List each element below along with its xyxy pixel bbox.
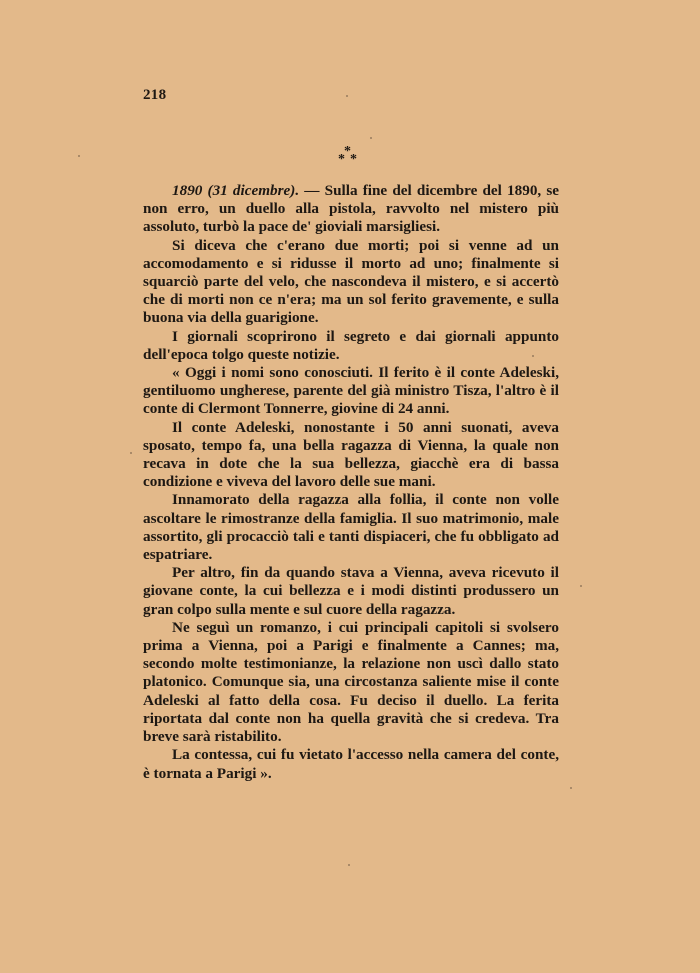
paper-speck	[78, 155, 80, 157]
asterism-star: *	[338, 152, 345, 167]
paragraph: I giornali scoprirono il segreto e dai giornali appunto dell'epoca tolgo queste notizie.	[143, 327, 559, 363]
paragraph-text: — Sulla fine del dicembre del 1890, se non erro, un duello alla pistola, ravvolto nel mistero più assoluto, turbò la pace de' gioviali marsigliesi.	[143, 182, 560, 236]
paper-speck	[580, 585, 582, 587]
paragraph: La contessa, cui fu vietato l'accesso nella camera del conte, è tornata a Parigi ».	[143, 746, 559, 782]
paper-speck	[346, 95, 348, 97]
paragraph: Ne seguì un romanzo, i cui principali capitoli si svolsero prima a Vienna, poi a Parigi e finalmente a Cannes; ma, secondo molte testimonianze, la relazione non uscì dallo stato platonico. Comunque sia, una circostanza saliente mise il conte Adeleski al fatto della cosa. Fu deciso il duello. La ferita riportata dal conte non ha quella gravità che si credeva. Tra breve sarà ristabilito.	[143, 618, 559, 746]
paragraph: Si diceva che c'erano due morti; poi si venne ad un accomodamento e si ridusse il morto ad uno; finalmente si squarciò parte del velo, che nascondeva il mistero, e si accertò che di morti non ce n'era; ma un sol ferito gravemente, e sulla buona via della guarigione.	[143, 236, 559, 327]
paragraph: Il conte Adeleski, nonostante i 50 anni suonati, aveva sposato, tempo fa, una bella ragazza di Vienna, la quale non recava in dote che la sua bellezza, giacchè era di bassa condizione e viveva del lavoro delle sue mani.	[143, 418, 559, 491]
paragraph	[143, 182, 559, 237]
section-asterism	[335, 145, 365, 169]
asterism-star: *	[344, 144, 351, 159]
page-body-text	[143, 182, 559, 783]
entry-date: 1890 (31 dicembre).	[172, 182, 300, 199]
page-number: 218	[143, 87, 167, 103]
asterism-star: *	[350, 152, 357, 167]
paper-speck	[130, 452, 132, 454]
paper-speck	[370, 137, 372, 139]
paper-speck	[570, 787, 572, 789]
paper-speck	[532, 355, 534, 357]
paragraph: Per altro, fin da quando stava a Vienna, aveva ricevuto il giovane conte, la cui bellezza e i modi distinti produssero un gran colpo sulla mente e sul cuore della ragazza.	[143, 564, 559, 618]
paragraph: « Oggi i nomi sono conosciuti. Il ferito è il conte Adeleski, gentiluomo ungherese, parente del già ministro Tisza, l'altro è il conte di Clermont Tonnerre, giovine di 24 anni.	[143, 364, 559, 418]
paragraph: Innamorato della ragazza alla follia, il conte non volle ascoltare le rimostranze della famiglia. Il suo matrimonio, male assortito, gli procacciò tali e tanti dispiaceri, che fu obbligato ad espatriare.	[143, 491, 559, 564]
paper-speck	[348, 864, 350, 866]
